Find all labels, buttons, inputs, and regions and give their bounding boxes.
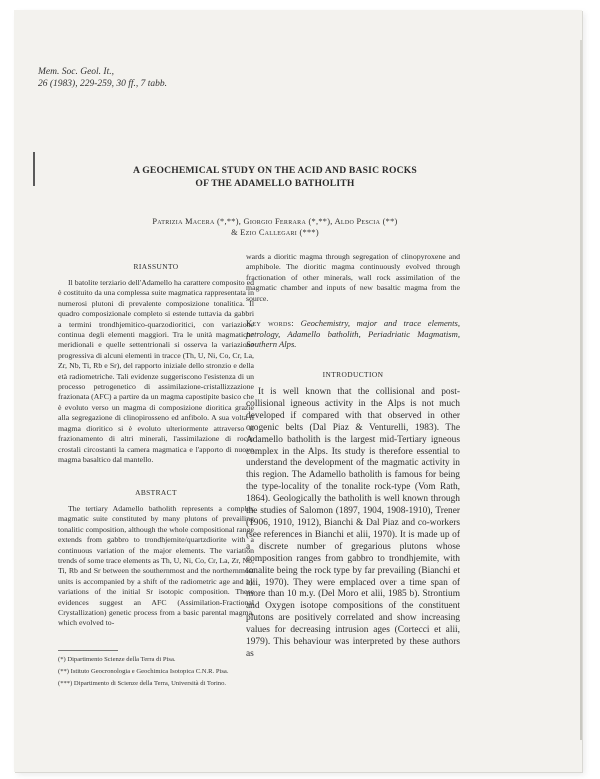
- footnotes: [58, 650, 254, 691]
- paper-title: [60, 164, 490, 190]
- abstract-body: [58, 504, 254, 629]
- title-line-2: OF THE ADAMELLO BATHOLITH: [195, 178, 355, 189]
- keywords: [246, 318, 460, 350]
- page-edge-shadow: [580, 40, 582, 740]
- introduction-body: [246, 387, 460, 661]
- title-line-1: A GEOCHEMICAL STUDY ON THE ACID AND BASIC ROCKS: [133, 165, 417, 176]
- footnote-3: (***) Dipartimento di Scienze della Terra, Università di Torino.: [58, 680, 227, 687]
- introduction-heading: INTRODUCTION: [322, 370, 384, 379]
- riassunto-body: [58, 278, 254, 465]
- authors-line-2: & Ezio Callegari (***): [231, 228, 319, 237]
- footnote-1: (*) Dipartimento Scienze della Terra di Pisa.: [58, 656, 176, 663]
- footnote-rule: [58, 650, 118, 651]
- abstract-continuation: wards a dioritic magma through segregation of clinopyroxene and amphibole. The dioritic magma continuously evolved through fractionation of other minerals, wall rock assimilation of the magmatic chamber and inputs of new basaltic magma from the source.: [246, 252, 460, 303]
- abstract-continuation-block: [246, 252, 460, 304]
- introduction-text: It is well known that the collisional and post-collisional igneous activity in the Alps is not much developed if compared with that observed in other orogenic belts (Dal Piaz & Venturelli, 1983). The Adamello batholith is the largest mid-Tertiary igneous complex in the Alps. Its study is therefore essential to understand the development of the magmatic activity in this region. The Adamello batholith is famous for being the type-locality of the tonalite rock-type (Vom Rath, 1864). Geologically the batholith is well known through the studies of Salomon (1897, 1904, 1908-1910), Trener (1906, 1910, 1912), Bianchi & Dal Piaz and co-workers (see references in Bianchi et alii, 1970). It is made up of a discrete number of gregarious plutons whose composition ranges from gabbro to trondhjemite, with tonalite being the rock type by far prevailing (Bianchi et alii, 1970). They were emplaced over a time span of more than 10 m.y. (Del Moro et alii, 1985 b). Strontium and Oxygen isotope compositions of the constituent plutons are positively correlated and show increasing values for decreasing intrusion ages (Cortecci et alii, 1979). This behaviour was interpreted by these authors as: [246, 387, 460, 659]
- abstract-heading: ABSTRACT: [135, 488, 177, 497]
- journal-line-1: Mem. Soc. Geol. It.,: [38, 67, 114, 77]
- authors-line-1: Patrizia Macera (*,**), Giorgio Ferrara (*,**), Aldo Pescia (**): [152, 217, 398, 226]
- riassunto-text: Il batolite terziario dell'Adamello ha carattere composito ed è costituito da una complessa suite magmatica rappresentata in numerosi plutoni di prevalente composizione tonalitica. Il quadro composizionale completo si estende tuttavia da gabbri a termini trondhjemitico-quarzodioritici, con variazione continua degli elementi maggiori. Tra le unità magmatiche meridionali e quelle settentrionali si osserva la variazione progressiva di alcuni elementi in tracce (Th, U, Ni, Co, Cr, La, Zr, Nb, Ti, Rb e Sr), del rapporto iniziale dello stronzio e della età radiometriche. Tali evidenze suggeriscono l'esistenza di un processo petrogenetico di assimilazione-cristallizzazione frazionata (AFC) a partire da un magma capostipite basico che è evoluto verso un magma di composizione dioritica grazie alla segregazione di clinopirosseno ed anfibolo. A sua volta il magma dioritico si è evoluto ulteriormente attraverso il frazionamento di altri minerali, l'assimilazione di rocce crostali circostanti la camera magmatica e l'apporto di nuovo magma basaltico dal mantello.: [58, 278, 254, 464]
- riassunto-heading: RIASSUNTO: [133, 262, 179, 271]
- footnote-2: (**) Istituto Geocronologia e Geochimica Isotopica C.N.R. Pisa.: [58, 668, 229, 675]
- journal-reference: [38, 66, 167, 90]
- authors: [60, 216, 490, 238]
- margin-mark: [33, 152, 35, 186]
- keywords-label: Key words:: [246, 318, 294, 328]
- journal-line-2: 26 (1983), 229-259, 30 ff., 7 tabb.: [38, 79, 168, 89]
- abstract-text: The tertiary Adamello batholith represents a complex magmatic suite constituted by many plutons of prevailing tonalitic composition, although the whole compositional range extends from gabbro to trondhjemite/quartzdiorite with a continuous variation of the major elements. The variation trends of some trace elements as Th, U, Ni, Co, Cr, La, Zr, Nb, Ti, Rb and Sr between the southernmost and the northernmost units is accompanied by a shift of the radiometric age and by variations of the initial Sr isotopic composition. These evidences suggest an AFC (Assimilation-Fractional Crystallization) genetic process from a basic parental magma, which evolved to-: [58, 504, 254, 628]
- keywords-text: Geochemistry, major and trace elements, petrology, Adamello batholith, Periadriatic Magmatism, Southern Alps.: [246, 318, 460, 350]
